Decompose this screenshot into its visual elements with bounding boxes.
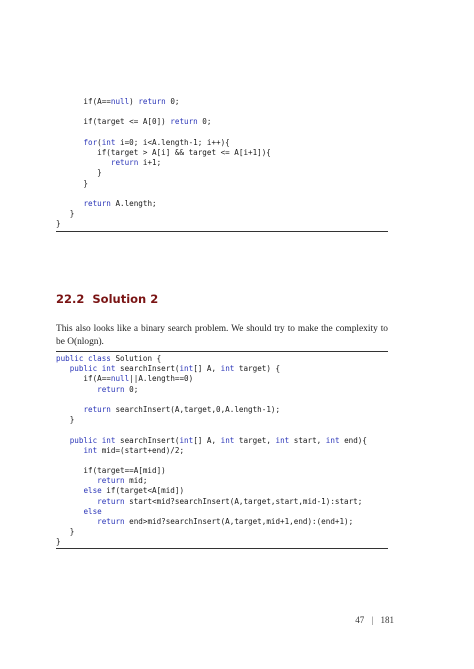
- code-text: (: [97, 137, 102, 147]
- code-keyword: int: [101, 137, 116, 147]
- code-keyword: class: [88, 354, 111, 363]
- code-text: target,: [234, 435, 276, 445]
- page-separator: |: [371, 615, 374, 625]
- code-text: searchInsert(: [115, 435, 180, 445]
- code-keyword: public: [56, 354, 84, 363]
- code-block-1-bottom-rule: [56, 231, 388, 232]
- code-keyword: int: [179, 435, 194, 445]
- code-line: [56, 128, 388, 138]
- code-text: 0;: [197, 117, 212, 127]
- code-keyword: return: [138, 97, 166, 106]
- code-text: i+1;: [138, 158, 162, 168]
- code-text: [56, 385, 97, 394]
- code-keyword: return: [83, 198, 111, 208]
- code-keyword: public: [69, 364, 98, 374]
- code-text: start,: [289, 435, 326, 445]
- code-text: if(target==A[mid]): [56, 466, 166, 476]
- page-total: 181: [380, 615, 394, 625]
- code-text: [56, 476, 97, 485]
- code-keyword: int: [101, 435, 116, 445]
- code-text: [56, 199, 83, 208]
- code-text: searchInsert(A,target,0,A.length-1);: [110, 404, 281, 414]
- code-line: [56, 199, 388, 209]
- page-number: 47: [355, 615, 365, 625]
- code-keyword: public: [69, 435, 98, 445]
- code-line: [56, 107, 388, 117]
- code-keyword: int: [325, 435, 340, 445]
- section-number: 22.2: [56, 292, 85, 306]
- code-line: [56, 209, 388, 219]
- code-text: [56, 517, 97, 526]
- code-line: [56, 517, 388, 527]
- code-line: [56, 507, 388, 517]
- code-keyword: for: [83, 137, 98, 147]
- code-text: [56, 507, 83, 516]
- code-text: if(A==: [56, 374, 111, 384]
- code-keyword: return: [97, 496, 125, 506]
- code-keyword: else: [83, 486, 102, 496]
- code-line: [56, 446, 388, 456]
- code-text: [56, 486, 83, 495]
- code-keyword: return: [97, 517, 125, 526]
- code-line: [56, 374, 388, 384]
- code-text: if(A==: [56, 97, 111, 106]
- code-keyword: int: [275, 435, 290, 445]
- code-text: [56, 446, 83, 455]
- code-block-2: [56, 354, 388, 548]
- code-line: [56, 148, 388, 158]
- code-keyword: int: [179, 364, 194, 374]
- code-text: [56, 158, 111, 167]
- code-keyword: null: [110, 374, 130, 384]
- code-text: start<mid?searchInsert(A,target,start,mid-1):start;: [124, 496, 363, 506]
- code-line: [56, 405, 388, 415]
- code-keyword: int: [83, 445, 98, 455]
- code-keyword: null: [110, 97, 130, 106]
- code-text: searchInsert(: [115, 364, 180, 374]
- code-line: [56, 476, 388, 486]
- code-block-1: [56, 97, 388, 229]
- code-text: i=0; i<A.length-1; i++){: [115, 137, 230, 147]
- code-text: [56, 405, 83, 414]
- code-line: [56, 189, 388, 199]
- code-line: [56, 219, 388, 229]
- code-keyword: int: [220, 435, 235, 445]
- code-text: }: [56, 537, 61, 547]
- code-text: if(target<A[mid]): [101, 486, 185, 496]
- code-text: }: [56, 168, 102, 178]
- code-text: ||A.length==0): [129, 374, 194, 384]
- code-keyword: int: [101, 364, 116, 374]
- code-line: [56, 179, 388, 189]
- code-text: [56, 436, 70, 445]
- code-text: end>mid?searchInsert(A,target,mid+1,end):(end+1);: [124, 517, 354, 526]
- code-text: if(target <= A[0]): [56, 117, 171, 127]
- code-line: [56, 537, 388, 547]
- code-keyword: return: [97, 384, 125, 394]
- code-text: [56, 497, 97, 506]
- code-keyword: return: [97, 476, 125, 486]
- code-line: [56, 425, 388, 435]
- code-text: Solution {: [110, 354, 162, 363]
- code-text: [56, 364, 70, 373]
- code-text: [56, 138, 83, 147]
- code-keyword: return: [110, 158, 139, 168]
- section-heading: [56, 292, 158, 306]
- code-line: [56, 138, 388, 148]
- code-line: [56, 97, 388, 107]
- code-text: }: [56, 178, 89, 188]
- code-line: [56, 385, 388, 395]
- code-line: [56, 456, 388, 466]
- code-keyword: return: [83, 404, 111, 414]
- code-text: }: [56, 527, 75, 537]
- code-keyword: return: [170, 117, 198, 127]
- code-text: }: [56, 209, 75, 219]
- code-line: [56, 158, 388, 168]
- code-line: [56, 497, 388, 507]
- code-block-2-top-rule: [56, 351, 388, 352]
- code-text: end){: [339, 435, 367, 445]
- code-text: 0;: [124, 384, 139, 394]
- code-text: A.length;: [110, 198, 157, 208]
- code-line: [56, 415, 388, 425]
- body-paragraph: This also looks like a binary search problem. We should try to make the complexity to be O(nlogn).: [56, 324, 388, 347]
- code-line: [56, 364, 388, 374]
- code-keyword: else: [83, 506, 102, 516]
- page-footer: [355, 615, 394, 625]
- code-line: [56, 527, 388, 537]
- code-text: target) {: [234, 364, 281, 374]
- code-block-2-bottom-rule: [56, 548, 388, 549]
- code-keyword: int: [220, 364, 235, 374]
- code-line: [56, 168, 388, 178]
- code-text: [] A,: [193, 435, 221, 445]
- code-line: [56, 395, 388, 405]
- code-line: [56, 354, 388, 364]
- section-title: Solution 2: [92, 292, 159, 306]
- code-text: ): [129, 97, 139, 106]
- code-text: if(target > A[i] && target <= A[i+1]){: [56, 147, 271, 157]
- code-line: [56, 486, 388, 496]
- code-text: mid;: [124, 476, 148, 486]
- code-text: mid=(start+end)/2;: [97, 445, 185, 455]
- code-text: [] A,: [193, 364, 221, 374]
- code-line: [56, 466, 388, 476]
- code-text: 0;: [165, 97, 180, 106]
- code-line: [56, 436, 388, 446]
- code-line: [56, 117, 388, 127]
- code-text: }: [56, 415, 75, 425]
- code-text: }: [56, 219, 61, 229]
